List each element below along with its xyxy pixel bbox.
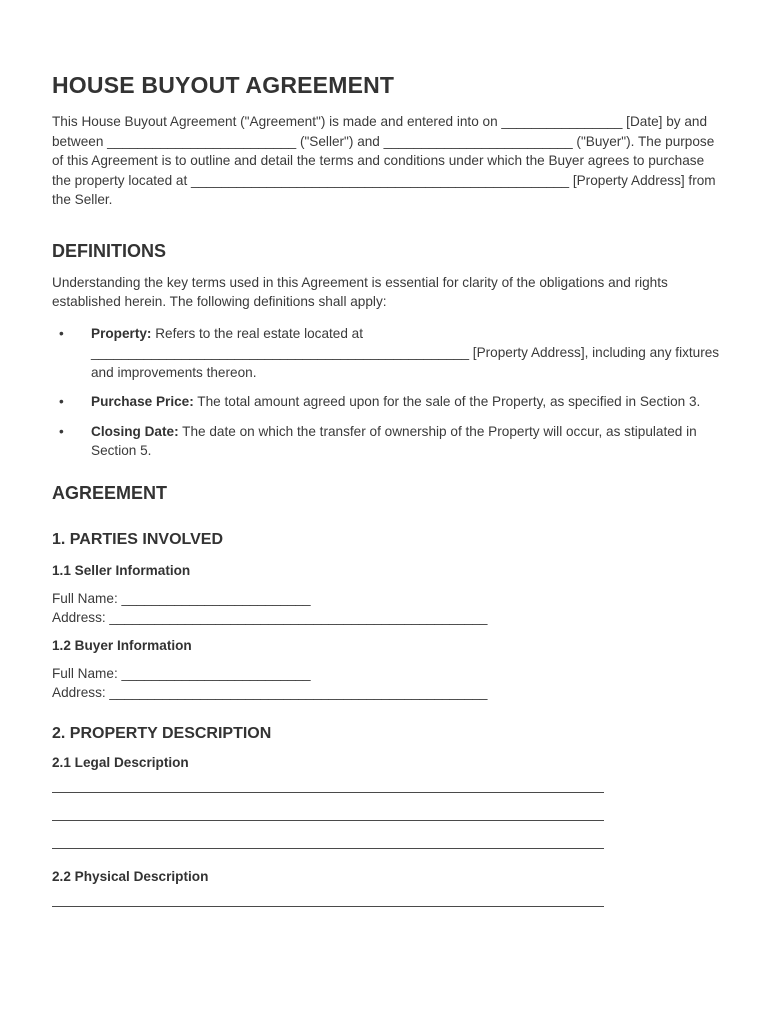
definitions-list [52,324,730,461]
buyer-address-field[interactable]: Address: __________________________________________________ [52,685,488,700]
legal-description-heading: 2.1 Legal Description [52,754,189,770]
seller-address-field[interactable]: Address: __________________________________________________ [52,610,488,625]
physical-description-lines [52,905,730,907]
seller-fields [52,589,730,628]
definition-item-property [52,324,721,383]
definition-term: Property: [91,325,152,341]
bullet-icon: • [59,394,64,409]
definitions-intro: Understanding the key terms used in this Agreement is essential for clarity of the obligations and rights established herein. The following definitions shall apply: [52,274,668,309]
parties-heading: 1. PARTIES INVOLVED [52,530,223,548]
intro-paragraph: This House Buyout Agreement ("Agreement") is made and entered into on ________________ [Date] by and between _________________________ ("Seller") and _________________________ ("Buyer"). The purpose of this Agreement is to outline and detail the terms and conditions under which the Buyer agrees to purchase the property located at __________________________________________________ [Property Address] from the Seller. [52,114,716,207]
legal-description-line[interactable] [52,791,604,793]
definition-item-purchase-price [52,392,721,412]
definition-text: Refers to the real estate located at __________________________________________________ [Property Address], including any fixtures and improvements thereon. [91,325,720,380]
buyer-fields [52,664,730,703]
buyer-full-name-field[interactable]: Full Name: _________________________ [52,665,311,681]
definition-term: Purchase Price: [91,394,194,409]
bullet-icon: • [59,325,64,341]
legal-description-line[interactable] [52,819,604,821]
definition-term: Closing Date: [91,423,179,439]
agreement-heading: AGREEMENT [52,482,168,503]
definition-body [91,422,721,461]
bullet-icon: • [59,423,64,439]
definition-text: The date on which the transfer of ownership of the Property will occur, as stipulated in Section 5. [91,423,697,458]
property-description-heading: 2. PROPERTY DESCRIPTION [52,724,272,742]
seller-info-heading: 1.1 Seller Information [52,562,191,578]
physical-description-heading: 2.2 Physical Description [52,868,209,884]
definitions-heading: DEFINITIONS [52,240,167,261]
legal-description-line[interactable] [52,847,604,849]
document-title: HOUSE BUYOUT AGREEMENT [52,72,395,98]
definition-body [91,392,721,412]
seller-full-name-field[interactable]: Full Name: _________________________ [52,590,311,606]
definition-text: The total amount agreed upon for the sale of the Property, as specified in Section 3. [193,394,701,409]
definition-body [91,324,721,383]
physical-description-line[interactable] [52,905,604,907]
definition-item-closing-date [52,422,721,461]
legal-description-lines [52,791,730,849]
buyer-info-heading: 1.2 Buyer Information [52,637,192,653]
